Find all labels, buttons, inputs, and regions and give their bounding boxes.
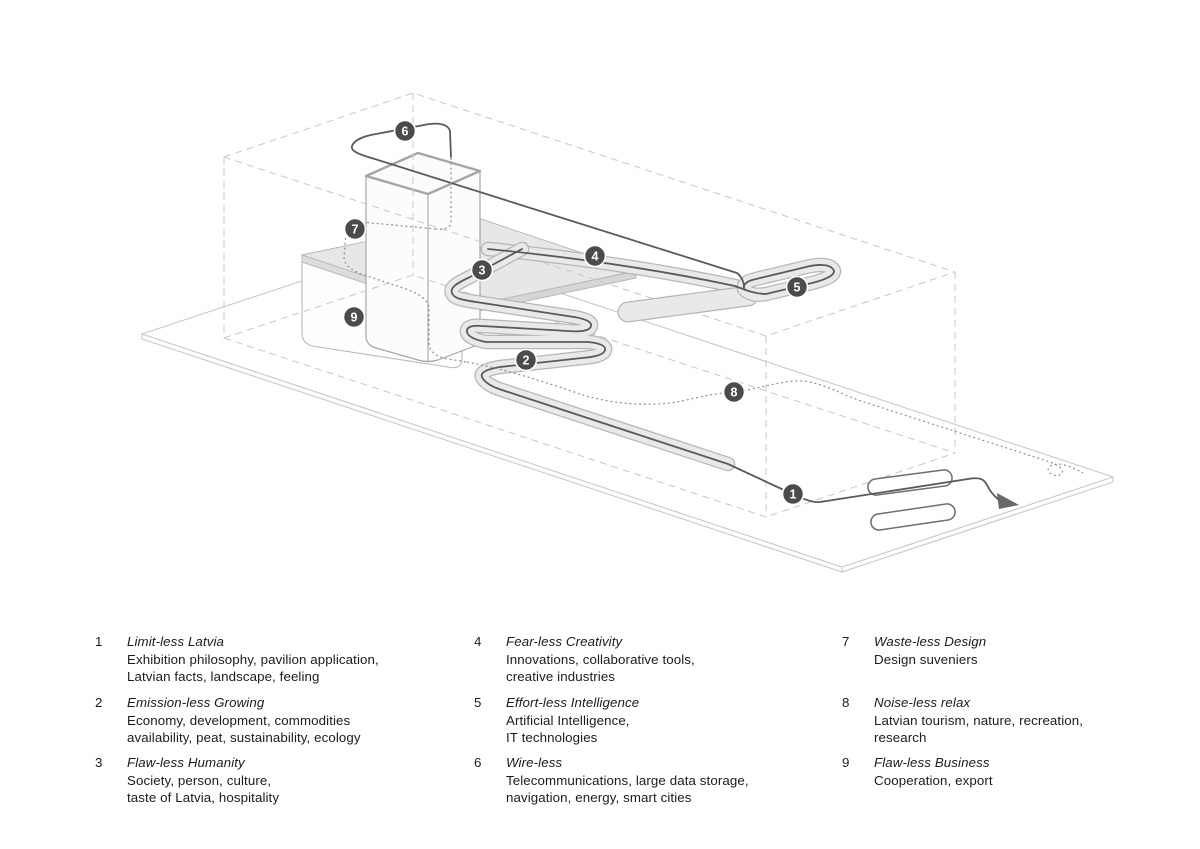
- legend-item-desc: creative industries: [506, 669, 616, 684]
- legend-item-desc: Society, person, culture,: [127, 772, 272, 788]
- legend-item-1: [95, 633, 379, 686]
- badge-3: [472, 260, 493, 281]
- svg-text:2: 2: [522, 353, 530, 368]
- legend-item-title: Flaw-less Business: [874, 755, 990, 770]
- legend-item-number: 1: [95, 634, 103, 649]
- legend-item-desc: availability, peat, sustainability, ecology: [127, 730, 361, 745]
- badge-6: [395, 121, 416, 142]
- legend-item-desc: IT technologies: [506, 730, 598, 745]
- legend-item-desc: Telecommunications, large data storage,: [506, 772, 749, 788]
- badge-4: [585, 246, 606, 267]
- legend-item-2: [95, 694, 361, 747]
- legend-item-desc: Economy, development, commodities: [127, 712, 351, 728]
- badge-9: [344, 307, 365, 328]
- legend-item-desc: Exhibition philosophy, pavilion application,: [127, 651, 379, 667]
- legend-item-desc: Cooperation, export: [874, 772, 993, 788]
- svg-text:9: 9: [350, 310, 358, 325]
- svg-text:8: 8: [730, 385, 738, 400]
- badge-8: [724, 382, 745, 403]
- legend-item-5: [474, 694, 639, 747]
- legend-item-title: Waste-less Design: [874, 634, 987, 649]
- legend-item-desc: Innovations, collaborative tools,: [506, 651, 695, 667]
- legend-item-desc: research: [874, 730, 927, 745]
- badge-5: [787, 277, 808, 298]
- legend-item-title: Flaw-less Humanity: [127, 755, 245, 770]
- svg-text:3: 3: [478, 263, 486, 278]
- legend-item-number: 2: [95, 695, 103, 710]
- legend-item-7: [842, 633, 986, 668]
- badge-1: [783, 484, 804, 505]
- svg-text:5: 5: [793, 280, 801, 295]
- legend-item-number: 7: [842, 634, 850, 649]
- badge-2: [516, 350, 537, 371]
- legend-item-desc: taste of Latvia, hospitality: [127, 790, 280, 805]
- svg-text:7: 7: [351, 222, 359, 237]
- legend-item-title: Fear-less Creativity: [506, 634, 623, 649]
- legend-item-desc: Design suveniers: [874, 651, 978, 667]
- legend-item-6: [474, 754, 749, 807]
- platform-band: [628, 296, 748, 312]
- legend-item-3: [95, 754, 279, 807]
- legend-item-title: Wire-less: [506, 755, 563, 770]
- legend-item-8: [842, 694, 1083, 747]
- legend-item-desc: Artificial Intelligence,: [506, 712, 630, 728]
- svg-text:6: 6: [401, 124, 409, 139]
- legend-item-number: 4: [474, 634, 482, 649]
- legend-item-number: 8: [842, 695, 850, 710]
- legend-item-number: 3: [95, 755, 103, 770]
- legend-item-number: 9: [842, 755, 850, 770]
- badge-7: [345, 219, 366, 240]
- legend-item-desc: navigation, energy, smart cities: [506, 790, 692, 805]
- legend-item-4: [474, 633, 695, 686]
- legend-item-desc: Latvian tourism, nature, recreation,: [874, 712, 1084, 728]
- legend-item-title: Limit-less Latvia: [127, 634, 225, 649]
- legend-item-9: [842, 754, 993, 789]
- legend-item-title: Noise-less relax: [874, 695, 971, 710]
- svg-text:4: 4: [591, 249, 599, 264]
- legend-item-desc: Latvian facts, landscape, feeling: [127, 669, 320, 684]
- legend-item-number: 5: [474, 695, 482, 710]
- ground-plane: [142, 244, 1113, 572]
- svg-text:1: 1: [789, 487, 797, 502]
- legend-item-number: 6: [474, 755, 482, 770]
- legend-item-title: Emission-less Growing: [127, 695, 265, 710]
- legend-item-title: Effort-less Intelligence: [506, 695, 640, 710]
